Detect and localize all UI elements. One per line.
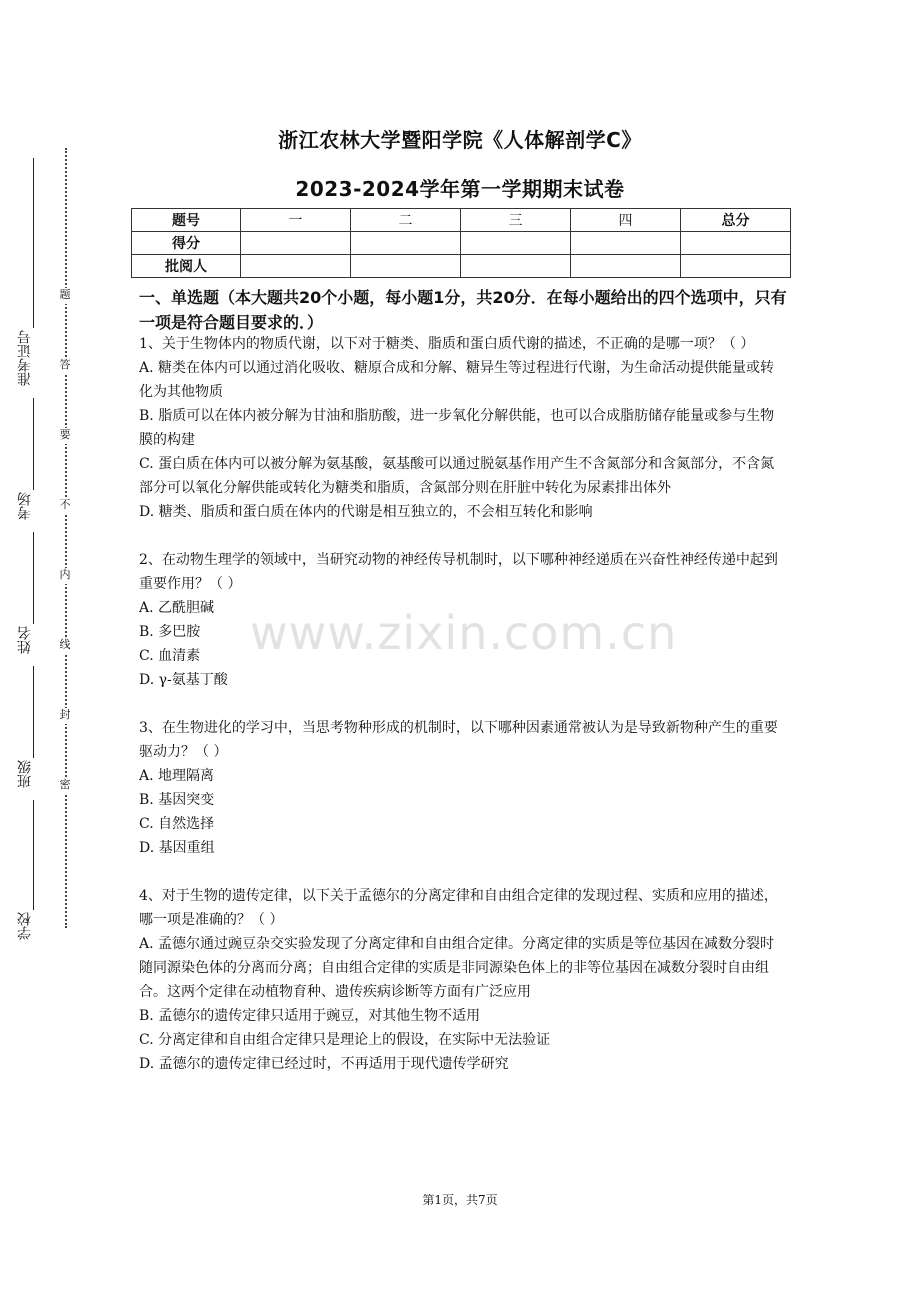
reviewer-cell [571, 255, 681, 278]
option: D. γ-氨基丁酸 [139, 672, 228, 688]
field-blank-line [33, 666, 34, 758]
binding-char: 封 [58, 708, 72, 724]
option: C. 蛋白质在体内可以被分解为氨基酸，氨基酸可以通过脱氨基作用产生不含氮部分和含氮部分，不含氮部分可以氧化分解供能或转化为糖类和脂质，含氮部分则在肝脏中转化为尿素排出体外 [139, 456, 775, 496]
exam-title: 浙江农林大学暨阳学院《人体解剖学C》 [278, 128, 642, 152]
score-cell [681, 232, 791, 255]
score-cell [351, 232, 461, 255]
score-cell [571, 232, 681, 255]
binding-field-text: 学校 [17, 912, 33, 940]
question-1 [139, 332, 787, 524]
option: D. 基因重组 [139, 840, 215, 856]
reviewer-cell [241, 255, 351, 278]
question-stem: 1、关于生物体内的物质代谢，以下对于糖类、脂质和蛋白质代谢的描述，不正确的是哪一项？（ ） [139, 336, 755, 352]
question-stem: 3、在生物进化的学习中，当思考物种形成的机制时，以下哪种因素通常被认为是导致新物种产生的重要驱动力？（ ） [139, 720, 778, 760]
option: D. 孟德尔的遗传定律已经过时，不再适用于现代遗传学研究 [139, 1056, 509, 1072]
option: A. 乙酰胆碱 [139, 600, 215, 616]
option: B. 多巴胺 [139, 624, 201, 640]
question-4 [139, 884, 787, 1076]
binding-dotted-line [65, 148, 67, 928]
row-label: 批阅人 [132, 255, 241, 278]
option: B. 基因突变 [139, 792, 215, 808]
exam-subtitle: 2023-2024学年第一学期期末试卷 [295, 177, 625, 201]
table-header-cell: 题号 [132, 209, 241, 232]
table-header-cell: 二 [351, 209, 461, 232]
score-cell [461, 232, 571, 255]
reviewer-cell [461, 255, 571, 278]
table-header-cell: 四 [571, 209, 681, 232]
score-table [131, 208, 791, 278]
field-blank-line [33, 398, 34, 490]
question-stem: 4、对于生物的遗传定律，以下关于孟德尔的分离定律和自由组合定律的发现过程、实质和应用的描述，哪一项是准确的？（ ） [139, 888, 778, 928]
field-blank-line [33, 532, 34, 624]
option: C. 血清素 [139, 648, 201, 664]
option: D. 糖类、脂质和蛋白质在体内的代谢是相互独立的，不会相互转化和影响 [139, 504, 593, 520]
binding-field-text: 考场 [17, 492, 33, 520]
binding-char: 题 [58, 288, 72, 304]
question-3 [139, 716, 787, 860]
binding-char: 不 [58, 498, 72, 514]
score-cell [241, 232, 351, 255]
field-label-school [17, 912, 33, 940]
row-label: 得分 [132, 232, 241, 255]
section-heading: 一、单选题（本大题共20个小题，每小题1分，共20分．在每小题给出的四个选项中，只有一项是符合题目要求的．） [139, 288, 787, 332]
binding-char: 线 [58, 638, 72, 654]
option: A. 地理隔离 [139, 768, 215, 784]
table-header-cell: 三 [461, 209, 571, 232]
option: C. 分离定律和自由组合定律只是理论上的假设，在实际中无法验证 [139, 1032, 551, 1048]
question-stem: 2、在动物生理学的领域中，当研究动物的神经传导机制时，以下哪种神经递质在兴奋性神经传递中起到重要作用？（ ） [139, 552, 778, 592]
score-table-row [132, 232, 791, 255]
table-header-cell: 总分 [681, 209, 791, 232]
field-label-exam-room [17, 492, 33, 520]
reviewer-cell [351, 255, 461, 278]
binding-field-text: 准考证号 [17, 330, 33, 386]
score-table-header-row [132, 209, 791, 232]
binding-char: 密 [58, 778, 72, 794]
field-label-name [17, 626, 33, 654]
page-number: 第1页，共7页 [422, 1193, 498, 1207]
option: B. 孟德尔的遗传定律只适用于豌豆，对其他生物不适用 [139, 1008, 481, 1024]
field-label-exam-id [17, 330, 33, 386]
field-label-class [17, 760, 33, 788]
watermark-text: www.zixin.com.cn [250, 606, 678, 660]
option: A. 糖类在体内可以通过消化吸收、糖原合成和分解、糖异生等过程进行代谢，为生命活动提供能量或转化为其他物质 [139, 360, 775, 400]
binding-field-text: 班级 [17, 760, 33, 788]
binding-char: 内 [58, 568, 72, 584]
binding-field-text: 姓名 [17, 626, 33, 654]
option: A. 孟德尔通过豌豆杂交实验发现了分离定律和自由组合定律。分离定律的实质是等位基因在减数分裂时随同源染色体的分离而分离；自由组合定律的实质是非同源染色体上的非等位基因在减数分裂时自由组合。这两个定律在动植物育种、遗传疾病诊断等方面有广泛应用 [139, 936, 775, 1000]
table-header-cell: 一 [241, 209, 351, 232]
option: C. 自然选择 [139, 816, 215, 832]
binding-char: 要 [58, 428, 72, 444]
binding-char: 答 [58, 358, 72, 374]
reviewer-cell [681, 255, 791, 278]
question-list [139, 332, 787, 1076]
score-table-row [132, 255, 791, 278]
field-blank-line [33, 800, 34, 910]
option: B. 脂质可以在体内被分解为甘油和脂肪酸，进一步氧化分解供能，也可以合成脂肪储存能量或参与生物膜的构建 [139, 408, 775, 448]
